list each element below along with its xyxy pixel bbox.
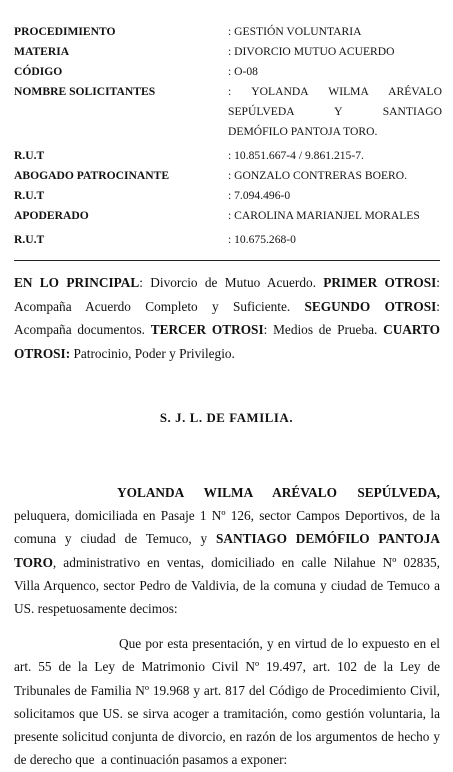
header-value-line: DEMÓFILO PANTOJA TORO. — [228, 125, 378, 138]
summary-bold: EN LO PRINCIPAL — [14, 275, 140, 290]
petition-body — [14, 481, 440, 771]
summary-text: : — [436, 298, 440, 314]
header-value: : 10.675.268-0 — [228, 233, 296, 246]
header-label: ABOGADO PATROCINANTE — [14, 169, 170, 182]
header-row-materia — [14, 42, 442, 62]
header-row-rut-solicitantes — [14, 146, 442, 166]
summary-line — [14, 342, 440, 366]
header-label: R.U.T — [14, 149, 45, 162]
body-text: comuna y ciudad de Temuco, y — [14, 531, 216, 547]
summary-text: Acompaña documentos. — [14, 322, 151, 337]
summary-bold: CUARTO — [383, 322, 441, 337]
header-value: : DIVORCIO MUTUO ACUERDO — [228, 45, 395, 58]
summary-bold: PRIMER OTROSI — [323, 275, 437, 290]
case-header — [14, 22, 442, 250]
summary-text: : Divorcio de Mutuo Acuerdo. — [139, 275, 324, 290]
paragraph-1 — [14, 481, 440, 620]
header-value-line: SEPÚLVEDA Y SANTIAGO — [228, 105, 442, 118]
body-text: , administrativo en ventas, domiciliado en calle Nilahue Nº 02835, — [52, 554, 440, 570]
body-line: presente solicitud conjunta de divorcio, en razón de los argumentos de hecho y — [14, 729, 440, 745]
header-value-line: : YOLANDA WILMA ARÉVALO — [228, 85, 442, 98]
header-value: : 10.851.667-4 / 9.861.215-7. — [228, 149, 364, 162]
summary-text: Patrocinio, Poder y Privilegio. — [70, 345, 235, 361]
body-line: YOLANDA WILMA ARÉVALO SEPÚLVEDA, — [117, 485, 440, 500]
header-row-codigo — [14, 62, 442, 82]
body-line: peluquera, domiciliada en Pasaje 1 Nº 126, sector Campos Deportivos, de la — [14, 508, 440, 524]
header-row-solicitantes — [14, 82, 442, 142]
body-line — [14, 527, 440, 550]
header-row-procedimiento — [14, 22, 442, 42]
paragraph-2 — [14, 632, 440, 771]
body-line: Tribunales de Familia Nº 19.968 y art. 817 del Código de Procedimiento Civil, — [14, 682, 440, 698]
header-label: NOMBRE SOLICITANTES — [14, 85, 156, 98]
header-label: APODERADO — [14, 209, 89, 222]
header-value: : O-08 — [228, 65, 258, 78]
header-value: : GESTIÓN VOLUNTARIA — [228, 25, 362, 38]
body-bold: SANTIAGO DEMÓFILO PANTOJA — [215, 531, 440, 547]
summary-text: : Medios de Prueba. — [263, 322, 384, 337]
summary-bold: OTROSI: — [14, 345, 71, 361]
header-value: : GONZALO CONTRERAS BOERO. — [228, 169, 408, 182]
header-value: : CAROLINA MARIANJEL MORALES — [228, 209, 420, 222]
summary-line — [14, 295, 440, 319]
header-label: R.U.T — [14, 233, 45, 246]
body-line: de derecho que a continuación pasamos a exponer: — [14, 752, 288, 768]
summary-line — [14, 318, 440, 342]
header-label: PROCEDIMIENTO — [14, 25, 116, 38]
header-row-rut-apoderado — [14, 230, 442, 250]
header-value: : 7.094.496-0 — [228, 189, 291, 202]
header-value — [228, 82, 442, 142]
header-row-rut-abogado — [14, 186, 442, 206]
summary-bold: TERCER OTROSI — [150, 322, 264, 337]
court-heading: S. J. L. DE FAMILIA. — [159, 411, 294, 425]
divider-line — [14, 260, 440, 261]
header-label: R.U.T — [14, 189, 45, 202]
body-line: Villa Arquenco, sector Pedro de Valdivia, de la comuna y ciudad de Temuco a — [14, 577, 440, 593]
body-line: Que por esta presentación, y en virtud de lo expuesto en el — [119, 636, 440, 652]
summary-text: Acompaña Acuerdo Completo y Suficiente. — [14, 298, 305, 314]
summary-line — [14, 271, 440, 295]
body-line: art. 55 de la Ley de Matrimonio Civil Nº 19.497, art. 102 de la Ley de — [14, 659, 440, 675]
summary-bold: SEGUNDO OTROSI — [304, 298, 437, 314]
summary-block — [14, 271, 440, 365]
body-bold: TORO — [14, 554, 53, 570]
header-label: CÓDIGO — [14, 65, 63, 78]
body-line: US. respetuosamente decimos: — [14, 601, 178, 617]
header-row-apoderado — [14, 206, 442, 226]
header-row-abogado — [14, 166, 442, 186]
header-label: MATERIA — [14, 45, 70, 58]
summary-text: : — [436, 275, 440, 290]
body-line — [14, 551, 440, 574]
body-line: solicitamos que US. se sirva acoger a tramitación, como gestión voluntaria, la — [14, 705, 440, 721]
